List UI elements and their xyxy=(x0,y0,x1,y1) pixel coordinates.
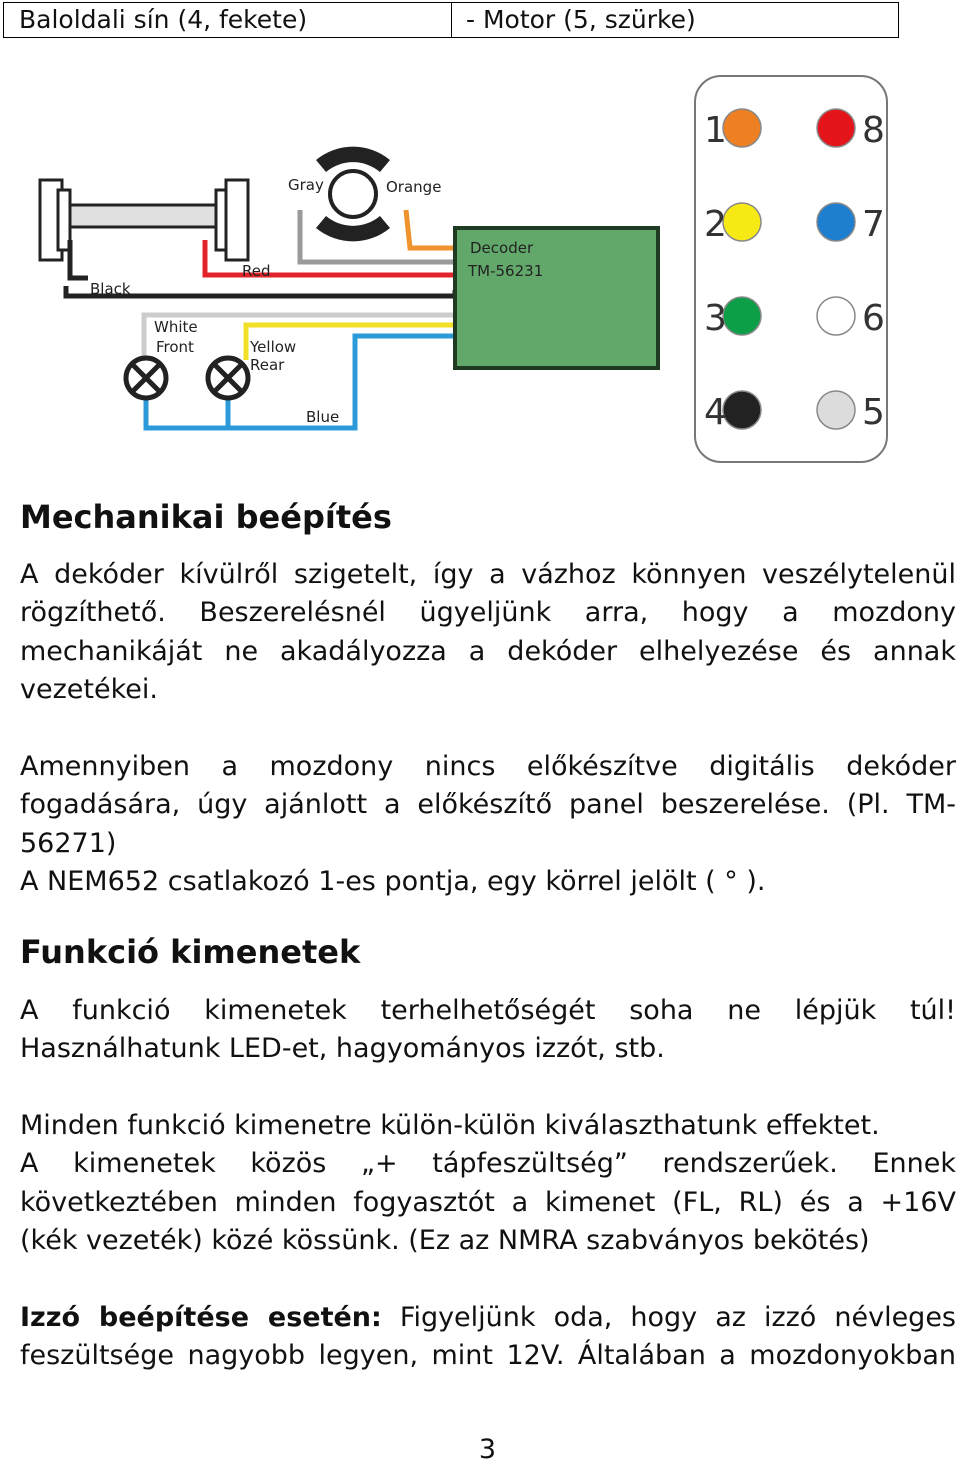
wiring-diagram xyxy=(0,40,960,470)
pin-4-dot xyxy=(723,391,761,429)
text-line: mechanikáját ne akadályozza a dekóder elhelyezése és annak xyxy=(20,635,956,667)
section-title-mechanical: Mechanikai beépítés xyxy=(20,498,392,536)
header-table xyxy=(3,2,899,38)
text-line: A kimenetek közös „+ tápfeszültség” rendszerűek. Ennek xyxy=(20,1148,956,1180)
header-left-rail: Baloldali sín (4, fekete) xyxy=(4,3,452,37)
pin-7-dot xyxy=(817,203,855,241)
text-line: A NEM652 csatlakozó 1-es pontja, egy körrel jelölt ( ° ). xyxy=(20,865,766,897)
text-line: Minden funkció kimenetre külön-külön kiválaszthatunk effektet. xyxy=(20,1110,880,1141)
pin-4-label: 4 xyxy=(704,392,727,433)
label-white: White xyxy=(154,318,198,336)
paragraph-mechanical-2 xyxy=(20,748,956,901)
pin-3-label: 3 xyxy=(704,298,727,339)
decoder-box xyxy=(455,228,658,368)
paragraph-outputs-3 xyxy=(20,1299,956,1376)
pin-6-label: 6 xyxy=(862,298,885,339)
pin-6-dot xyxy=(817,297,855,335)
label-gray: Gray xyxy=(288,176,324,194)
decoder-name: Decoder xyxy=(470,239,534,257)
front-lamp xyxy=(126,358,166,398)
label-black: Black xyxy=(90,280,131,298)
paragraph-outputs-1 xyxy=(20,992,956,1069)
wire-gray xyxy=(300,210,455,262)
pin-3-dot xyxy=(723,297,761,335)
label-rear: Rear xyxy=(250,356,285,374)
pin-1-label: 1 xyxy=(704,110,727,151)
label-blue: Blue xyxy=(306,408,340,426)
page-number: 3 xyxy=(478,1434,497,1465)
text-line: A dekóder kívülről szigetelt, így a vázhoz könnyen veszélytelenül xyxy=(20,559,956,590)
text-line: feszültsége nagyobb legyen, mint 12V. Általában a mozdonyokban xyxy=(20,1340,956,1372)
text-line: Használhatunk LED-et, hagyományos izzót, stb. xyxy=(20,1033,665,1065)
section-title-function-outputs: Funkció kimenetek xyxy=(20,933,361,971)
text-line: vezetékei. xyxy=(20,673,158,705)
pin-5-dot xyxy=(817,391,855,429)
pin-5-label: 5 xyxy=(862,392,885,433)
rear-lamp xyxy=(208,358,248,398)
pin-7-label: 7 xyxy=(862,204,885,245)
label-orange: Orange xyxy=(386,178,442,196)
pin-8-dot xyxy=(817,109,855,147)
pin-1-dot xyxy=(723,109,761,147)
label-red: Red xyxy=(242,262,271,280)
pin-8-label: 8 xyxy=(862,110,885,151)
text-line: A funkció kimenetek terhelhetőségét soha ne lépjük túl! xyxy=(20,995,956,1026)
bulb-note-text: Figyeljünk oda, hogy az izzó névleges xyxy=(381,1302,956,1333)
text-line: következtében minden fogyasztót a kimenet (FL, RL) és a +16V xyxy=(20,1186,956,1218)
label-yellow: Yellow xyxy=(250,338,297,356)
pin-2-label: 2 xyxy=(704,204,727,245)
bulb-note-lead: Izzó beépítése esetén: xyxy=(20,1302,382,1333)
connector-pinout xyxy=(695,76,887,462)
wire-black xyxy=(70,240,88,278)
wire-orange xyxy=(406,210,455,248)
motor-symbol xyxy=(316,147,390,242)
paragraph-mechanical-1 xyxy=(20,556,956,709)
text-line xyxy=(20,1299,956,1337)
decoder-model: TM-56231 xyxy=(468,262,544,280)
text-line: rögzíthető. Beszerelésnél ügyeljünk arra, hogy a mozdony xyxy=(20,597,956,629)
text-line: (kék vezeték) közé kössünk. (Ez az NMRA szabványos bekötés) xyxy=(20,1224,870,1256)
header-motor: - Motor (5, szürke) xyxy=(466,5,696,34)
pin-2-dot xyxy=(723,203,761,241)
label-front: Front xyxy=(156,338,194,356)
text-line: 56271) xyxy=(20,827,117,859)
text-line: fogadására, úgy ajánlott a előkészítő panel beszerelése. (Pl. TM- xyxy=(20,789,956,821)
paragraph-outputs-2 xyxy=(20,1107,956,1260)
text-line: Amennyiben a mozdony nincs előkészítve digitális dekóder xyxy=(20,751,956,782)
